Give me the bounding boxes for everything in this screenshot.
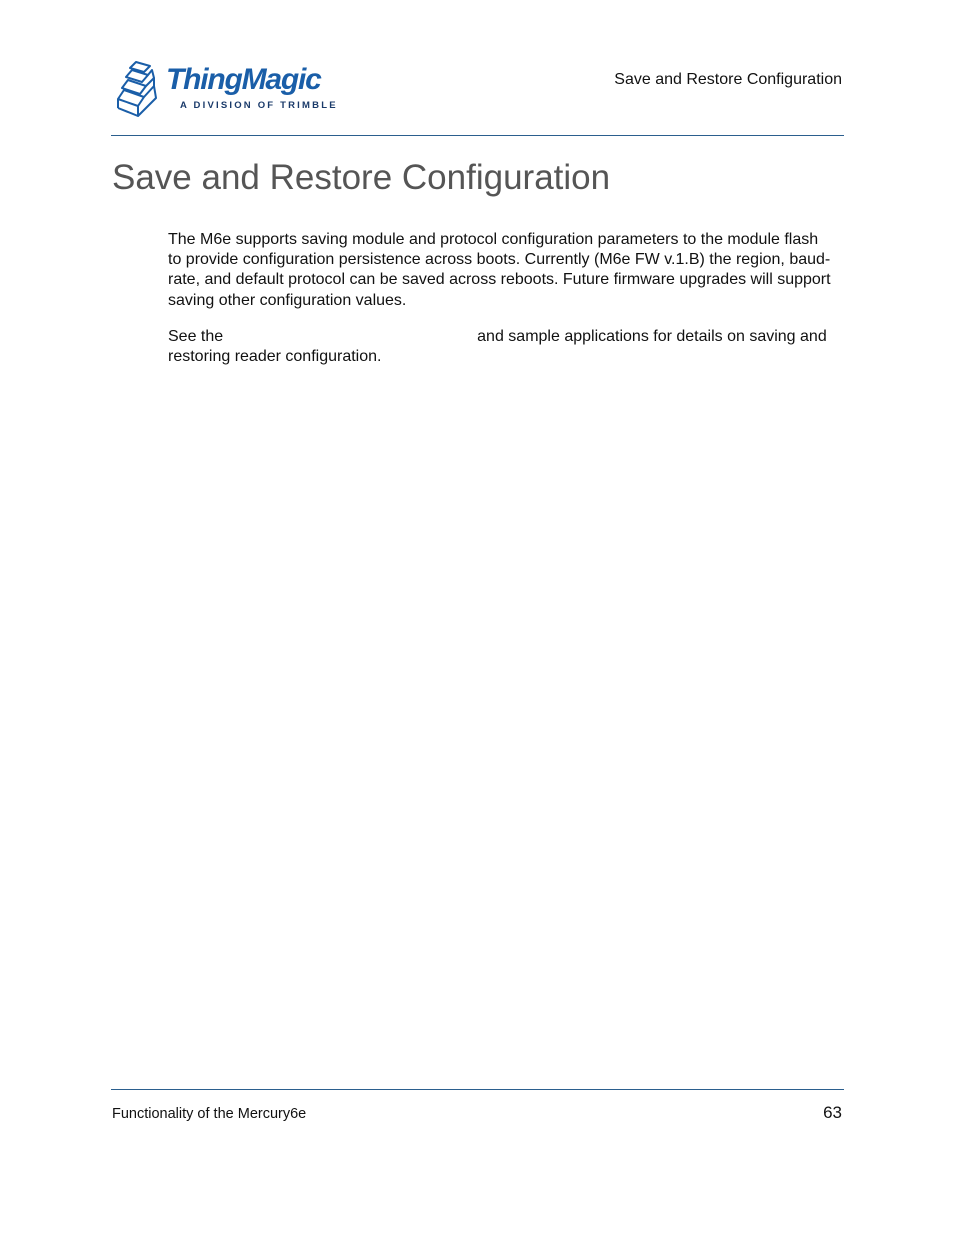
header-divider [111, 135, 844, 136]
paragraph-2-end: and sample applications for details on saving and restoring reader configuration. [168, 328, 827, 366]
cube-stack-icon [116, 58, 168, 122]
running-header-title: Save and Restore Configuration [614, 71, 842, 88]
footer-chapter-title: Functionality of the Mercury6e [112, 1106, 307, 1122]
footer-divider [111, 1089, 844, 1090]
logo-tagline: A DIVISION OF TRIMBLE [180, 100, 338, 111]
paragraph-2-start: See the [168, 328, 224, 345]
body-paragraph-2 [168, 327, 834, 367]
logo-wordmark: ThingMagic [166, 63, 321, 96]
page-number: 63 [823, 1103, 842, 1122]
body-paragraph-1: The M6e supports saving module and protocol configuration parameters to the module flash to provide configuration persistence across boots. Currently (M6e FW v.1.B) the region, baud-rate, and default protocol can be saved across reboots. Future firmware upgrades will support saving other configuration values. [168, 231, 831, 309]
page-title: Save and Restore Configuration [112, 158, 611, 197]
thingmagic-logo [116, 58, 338, 122]
